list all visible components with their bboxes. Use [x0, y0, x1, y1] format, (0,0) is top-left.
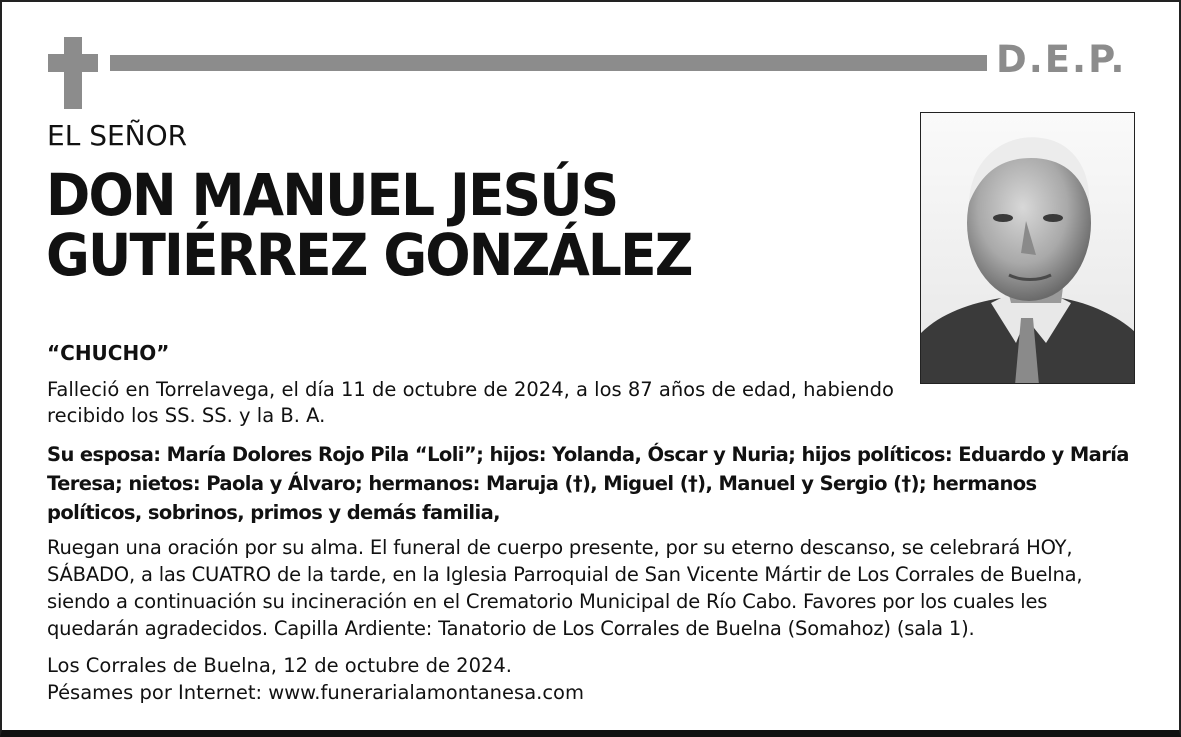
cross-icon — [64, 37, 82, 109]
portrait-icon — [921, 113, 1135, 384]
condolences-link[interactable]: Pésames por Internet: www.funerarialamontanesa.com — [47, 681, 584, 704]
honorific: EL SEÑOR — [47, 119, 188, 152]
funeral-info: Ruegan una oración por su alma. El funeral de cuerpo presente, por su eterno descanso, se celebrará HOY, SÁBADO, a las CUATRO de la tarde, en la Iglesia Parroquial de San Vicente Mártir de Los Corrales de Buelna, siendo a continuación su incineración en el Crematorio Municipal de Río Cabo. Favores por los cuales les quedarán agradecidos. Capilla Ardiente: Tanatorio de Los Corrales de Buelna (Somahoz) (sala 1). — [47, 536, 1083, 640]
cross-icon-bar — [48, 54, 98, 72]
family-list: Su esposa: María Dolores Rojo Pila “Loli”; hijos: Yolanda, Óscar y Nuria; hijos políticos: Eduardo y María Teresa; nietos: Paola y Álvaro; hermanos: Maruja (†), Miguel (†), Manuel y Sergio (†); hermanos políticos, sobrinos, primos y demás familia, — [47, 443, 1129, 524]
name-line-1: DON MANUEL JESÚS — [46, 161, 618, 229]
name-line-2: GUTIÉRREZ GONZÁLEZ — [46, 221, 692, 289]
nickname: “CHUCHO” — [47, 341, 170, 365]
portrait-photo — [920, 112, 1135, 384]
header-rule — [110, 55, 987, 71]
place-date: Los Corrales de Buelna, 12 de octubre de 2024. — [47, 654, 513, 677]
dep-label: D.E.P. — [996, 38, 1127, 81]
death-info: Falleció en Torrelavega, el día 11 de octubre de 2024, a los 87 años de edad, habiendo recibido los SS. SS. y la B. A. — [47, 378, 894, 427]
deceased-name — [46, 161, 692, 289]
